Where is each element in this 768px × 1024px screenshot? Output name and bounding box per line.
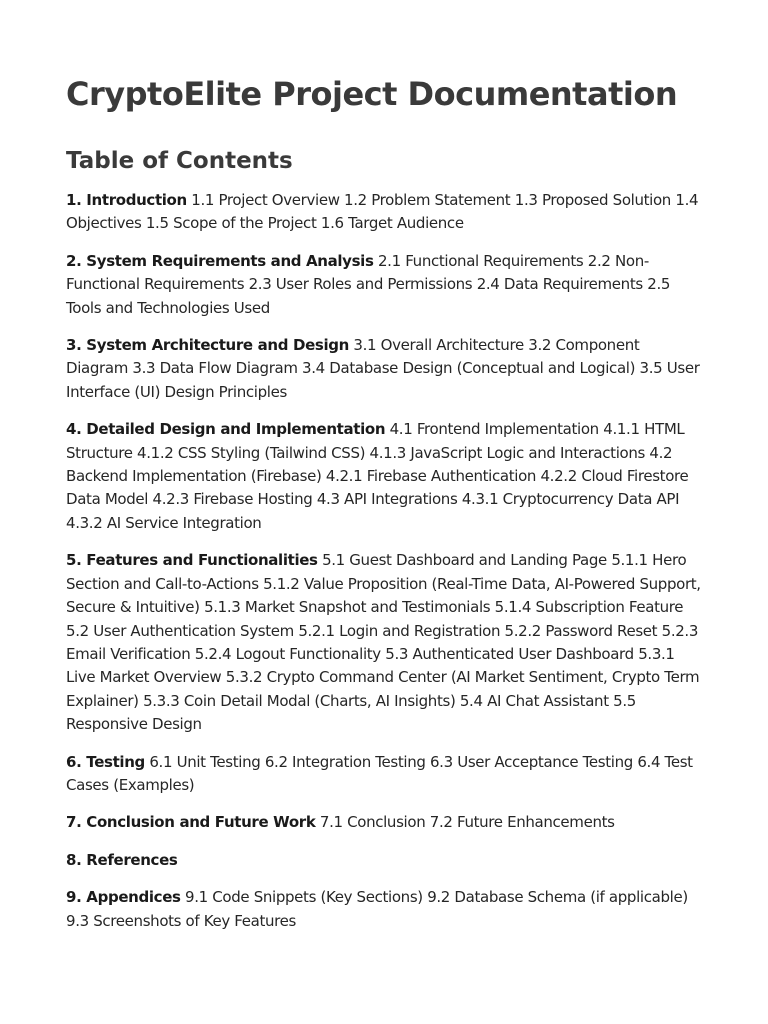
toc-subsections: 5.1 Guest Dashboard and Landing Page 5.1.1 Hero Section and Call-to-Actions 5.1.2 Value Proposition (Real-Time Data, AI-Powered Support, Secure & Intuitive) 5.1.3 Market Snapshot and Testimonials 5.1.4 Subscription Feature 5.2 User Authentication System 5.2.1 Login and Registration 5.2.2 Password Reset 5.2.3 Email Verification 5.2.4 Logout Functionality 5.3 Authenticated User Dashboard 5.3.1 Live Market Overview 5.3.2 Crypto Command Center (AI Market Sentiment, Crypto Term Explainer) 5.3.3 Coin Detail Modal (Charts, AI Insights) 5.4 AI Chat Assistant 5.5 Responsive Design [66,551,701,734]
toc-entry-detailed-design [66,418,702,535]
document-title: CryptoElite Project Documentation [66,75,678,113]
toc-subsections: 3.1 Overall Architecture 3.2 Component Diagram 3.3 Data Flow Diagram 3.4 Database Design (Conceptual and Logical) 3.5 User Interface (UI) Design Principles [66,336,700,401]
toc-entry-conclusion [66,811,702,834]
toc-subsections: 2.1 Functional Requirements 2.2 Non-Functional Requirements 2.3 User Roles and Permissions 2.4 Data Requirements 2.5 Tools and Technologies Used [66,251,671,317]
toc-section-title: 7. Conclusion and Future Work [66,813,316,832]
toc-subsections: 4.1 Frontend Implementation 4.1.1 HTML Structure 4.1.2 CSS Styling (Tailwind CSS) 4.1.3 JavaScript Logic and Interactions 4.2 Backend Implementation (Firebase) 4.2.1 Firebase Authentication 4.2.2 Cloud Firestore Data Model 4.2.3 Firebase Hosting 4.3 API Integrations 4.3.1 Cryptocurrency Data API 4.3.2 AI Service Integration [66,420,689,532]
toc-section-title: 4. Detailed Design and Implementation [66,420,386,439]
toc-section-title: 1. Introduction [66,191,187,209]
toc-heading: Table of Contents [66,148,293,174]
toc-list [66,189,702,933]
toc-entry-system-architecture [66,334,702,404]
toc-subsections: 9.1 Code Snippets (Key Sections) 9.2 Database Schema (if applicable) 9.3 Screenshots of Key Features [66,888,688,930]
toc-section-title: 5. Features and Functionalities [66,551,318,570]
toc-entry-references [66,849,702,872]
toc-entry-introduction [66,189,702,236]
toc-section-title: 3. System Architecture and Design [66,336,349,355]
toc-entry-features [66,549,702,736]
toc-section-title: 9. Appendices [66,888,181,907]
toc-entry-system-requirements [66,250,702,320]
toc-entry-appendices [66,886,702,933]
toc-entry-testing [66,751,702,798]
toc-section-title: 8. References [66,850,178,869]
toc-section-title: 6. Testing [66,752,145,771]
toc-section-title: 2. System Requirements and Analysis [66,251,374,270]
toc-subsections: 6.1 Unit Testing 6.2 Integration Testing 6.3 User Acceptance Testing 6.4 Test Cases (Examples) [66,752,693,794]
toc-subsections: 1.1 Project Overview 1.2 Problem Statement 1.3 Proposed Solution 1.4 Objectives 1.5 Scope of the Project 1.6 Target Audience [66,191,699,233]
toc-subsections: 7.1 Conclusion 7.2 Future Enhancements [319,813,615,832]
